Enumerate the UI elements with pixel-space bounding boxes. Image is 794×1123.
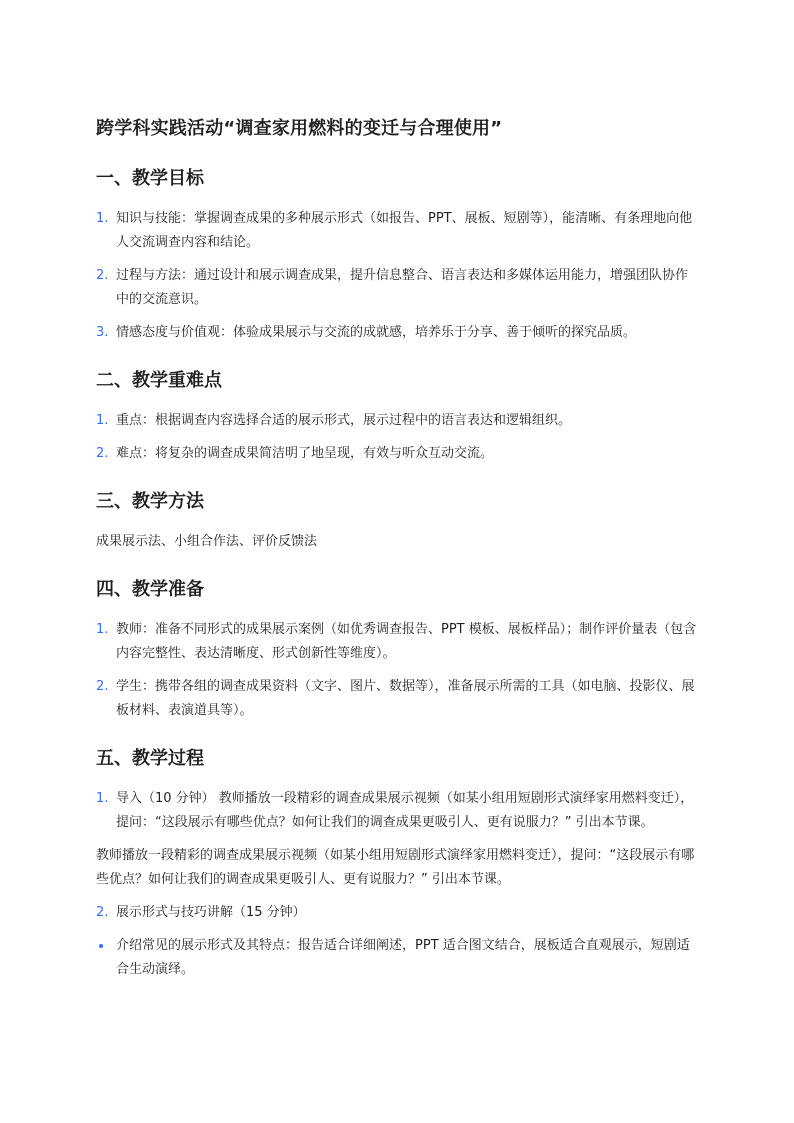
- section-teaching-process: [96, 745, 698, 982]
- list-number: 1.: [96, 413, 109, 428]
- list-item-text: 情感态度与价值观：体验成果展示与交流的成就感，培养乐于分享、善于倾听的探究品质。: [116, 325, 637, 340]
- preparation-list: [96, 618, 698, 723]
- list-item: [96, 442, 698, 466]
- list-item-text: 难点：将复杂的调查成果简洁明了地呈现，有效与听众互动交流。: [116, 446, 494, 461]
- list-item: [96, 618, 698, 666]
- list-item: [96, 901, 698, 925]
- list-item-text: 重点：根据调查内容选择合适的展示形式，展示过程中的语言表达和逻辑组织。: [116, 413, 572, 428]
- section-heading: 三、教学方法: [96, 491, 204, 512]
- section-heading: 五、教学过程: [96, 748, 204, 769]
- list-item: [96, 207, 698, 255]
- list-item-text: 知识与技能：掌握调查成果的多种展示形式（如报告、PPT、展板、短剧等），能清晰、有条理地向他人交流调查内容和结论。: [116, 211, 693, 250]
- list-number: 1.: [96, 791, 109, 806]
- bullet-item-text: 介绍常见的展示形式及其特点：报告适合详细阐述，PPT 适合图文结合，展板适合直观展示，短剧适合生动演绎。: [116, 938, 690, 977]
- process-paragraph: 教师播放一段精彩的调查成果展示视频（如某小组用短剧形式演绎家用燃料变迁），提问：“这段展示有哪些优点？如何让我们的调查成果更吸引人、更有说服力？” 引出本节课。: [96, 848, 695, 887]
- methods-paragraph: 成果展示法、小组合作法、评价反馈法: [96, 534, 318, 549]
- bullet-item: [96, 934, 698, 982]
- list-number: 1.: [96, 622, 109, 637]
- section-key-difficulties: [96, 367, 698, 466]
- list-number: 1.: [96, 211, 109, 226]
- section-heading: 一、教学目标: [96, 168, 204, 189]
- bullet-dot-icon: [99, 944, 103, 948]
- process-list-part1: [96, 787, 698, 835]
- list-number: 2.: [96, 679, 109, 694]
- list-item-text: 教师：准备不同形式的成果展示案例（如优秀调查报告、PPT 模板、展板样品）；制作评价量表（包含内容完整性、表达清晰度、形式创新性等维度）。: [116, 622, 697, 661]
- section-heading: 二、教学重难点: [96, 370, 222, 391]
- list-item-text: 展示形式与技巧讲解（15 分钟）: [116, 905, 306, 920]
- list-item: [96, 409, 698, 433]
- section-teaching-methods: [96, 488, 698, 554]
- process-bullet-list: [96, 934, 698, 982]
- list-item: [96, 321, 698, 345]
- document-title: 跨学科实践活动“调查家用燃料的变迁与合理使用”: [96, 118, 503, 139]
- list-item: [96, 675, 698, 723]
- objectives-list: [96, 207, 698, 345]
- process-list-part2: [96, 901, 698, 925]
- list-item-text: 学生：携带各组的调查成果资料（文字、图片、数据等），准备展示所需的工具（如电脑、投影仪、展板材料、表演道具等）。: [116, 679, 695, 718]
- list-item: [96, 264, 698, 312]
- list-number: 2.: [96, 268, 109, 283]
- section-teaching-preparation: [96, 576, 698, 723]
- list-item: [96, 787, 698, 835]
- section-heading: 四、教学准备: [96, 579, 204, 600]
- list-item-text: 过程与方法：通过设计和展示调查成果，提升信息整合、语言表达和多媒体运用能力，增强团队协作中的交流意识。: [116, 268, 689, 307]
- list-number: 2.: [96, 905, 109, 920]
- list-number: 3.: [96, 325, 109, 340]
- section-teaching-objectives: [96, 165, 698, 345]
- list-number: 2.: [96, 446, 109, 461]
- list-item-text: 导入（10 分钟） 教师播放一段精彩的调查成果展示视频（如某小组用短剧形式演绎家用燃料变迁），提问：“这段展示有哪些优点？如何让我们的调查成果更吸引人、更有说服力？” 引出本节课。: [116, 791, 694, 830]
- difficulties-list: [96, 409, 698, 466]
